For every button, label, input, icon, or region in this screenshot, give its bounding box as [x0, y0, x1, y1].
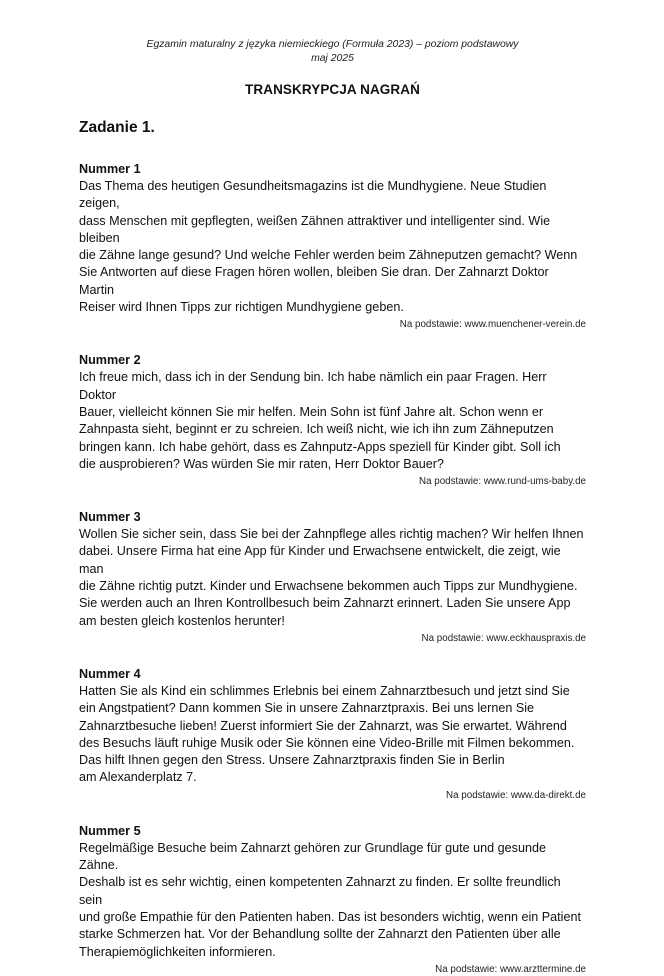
entry-transcript: Wollen Sie sicher sein, dass Sie bei der Zahnpflege alles richtig machen? Wir helfen Ihnen dabei. Unsere Firma hat eine App für Kinder und Erwachsene entwickelt, die zeigt, wie man die Zähne richtig putzt. Kinder und Erwachsene bekommen auch Tipps zur Mundhygiene. Sie werden auch an Ihren Kontrollbesuch beim Zahnarzt erinnert. Laden Sie unsere App am besten gleich kostenlos herunter! [79, 527, 584, 628]
exam-name: Egzamin maturalny z języka niemieckiego (Formuła 2023) – poziom podstawowy [146, 39, 519, 50]
entry-heading: Nummer 3 [79, 510, 141, 525]
entry-source: Na podstawie: www.eckhauspraxis.de [421, 632, 586, 644]
exam-date: maj 2025 [311, 53, 354, 64]
entry-source: Na podstawie: www.da-direkt.de [446, 789, 586, 801]
task-heading: Zadanie 1. [79, 119, 155, 136]
entry-heading: Nummer 4 [79, 666, 141, 681]
entry-source: Na podstawie: www.muenchener-verein.de [399, 319, 586, 331]
entry-heading: Nummer 1 [79, 162, 141, 176]
recording-entry-2 [79, 352, 586, 488]
recording-entry-5 [79, 823, 586, 976]
recording-entry-3 [79, 509, 586, 645]
entry-transcript: Ich freue mich, dass ich in der Sendung bin. Ich habe nämlich ein paar Fragen. Herr Doktor Bauer, vielleicht können Sie mir helfen. Mein Sohn ist fünf Jahre alt. Schon wenn er Zahnpasta sieht, beginnt er zu schreien. Ich weiß nicht, wie ich ihn zum Zähneputzen bringen kann. Ich habe gehört, dass es Zahnputz-Apps speziell für Kinder gibt. Soll ich die ausprobieren? Was würden Sie mir raten, Herr Doktor Bauer? [79, 370, 561, 471]
recording-entry-1 [79, 161, 586, 331]
page-header [79, 0, 586, 66]
entry-heading: Nummer 5 [79, 823, 141, 838]
entry-source: Na podstawie: www.arzttermine.de [435, 963, 586, 975]
recording-entry-4 [79, 666, 586, 802]
entry-source: Na podstawie: www.rund-ums-baby.de [419, 476, 586, 488]
document-title: TRANSKRYPCJA NAGRAŃ [245, 82, 420, 97]
entry-transcript: Hatten Sie als Kind ein schlimmes Erlebnis bei einem Zahnarztbesuch und jetzt sind Sie ein Angstpatient? Dann kommen Sie in unsere Zahnarztpraxis. Bei uns lernen Sie Zahnarztbesuche lieben! Zuerst informiert Sie der Zahnarzt, was Sie erwartet. Während des Besuchs läuft ruhige Musik oder Sie können eine Video-Brille mit Filmen bekommen. Das hilft Ihnen gegen den Stress. Unsere Zahnarztpraxis finden Sie in Berlin am Alexanderplatz 7. [79, 683, 575, 785]
entry-transcript: Das Thema des heutigen Gesundheitsmagazins ist die Mundhygiene. Neue Studien zeigen, dass Menschen mit gepflegten, weißen Zähnen attraktiver und intelligenter sind. Wie bleiben die Zähne lange gesund? Und welche Fehler werden beim Zähneputzen gemacht? Wenn Sie Antworten auf diese Fragen hören wollen, bleiben Sie dran. Der Zahnarzt Doktor Martin Reiser wird Ihnen Tipps zur richtigen Mundhygiene geben. [79, 179, 578, 315]
entry-transcript: Regelmäßige Besuche beim Zahnarzt gehören zur Grundlage für gute und gesunde Zähne. Deshalb ist es sehr wichtig, einen kompetenten Zahnarzt zu finden. Er sollte freundlich sein und große Empathie für den Patienten haben. Das ist besonders wichtig, wenn ein Patient starke Schmerzen hat. Vor der Behandlung sollte der Zahnarzt den Patienten über alle Therapiemöglichkeiten informieren. [79, 840, 581, 959]
entry-heading: Nummer 2 [79, 353, 141, 368]
